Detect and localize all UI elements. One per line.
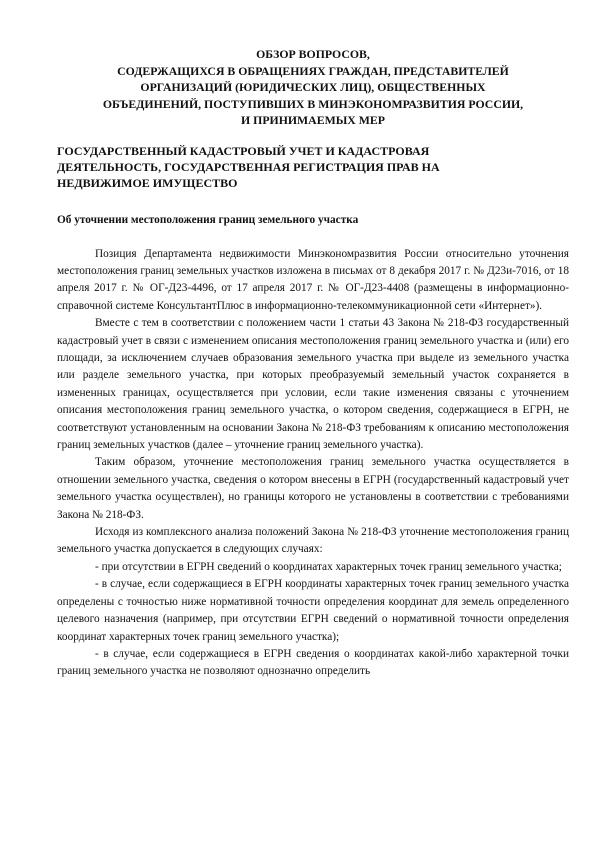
body-paragraph: Вместе с тем в соответствии с положением части 1 статьи 43 Закона № 218-ФЗ государственный кадастровый учет в связи с изменением описания местоположения границ земельного участка и (или) его площади, за исключением случаев образования земельного участка при выделе из земельного участка или разделе земельного участка, при которых преобразуемый земельный участок сохраняется в измененных границах, осуществляется при условии, если такие изменения связаны с уточнением описания местоположения границ земельного участка, о котором сведения, содержащиеся в ЕГРН, не соответствуют установленным на основании Закона № 218-ФЗ требованиям к описанию местоположения границ земельных участков (далее – уточнение границ земельного участка). bbox=[57, 317, 569, 452]
title-line: ОБЪЕДИНЕНИЙ, ПОСТУПИВШИХ В МИНЭКОНОМРАЗВИТИЯ РОССИИ, bbox=[102, 96, 524, 111]
body-paragraph: Позиция Департамента недвижимости Минэкономразвития России относительно уточнения местоположения границ земельных участков изложена в письмах от 8 декабря 2017 г. № Д23и-7016, от 18 апреля 2017 г. № ОГ-Д23-4496, от 17 апреля 2017 г. № ОГ-Д23-4408 (размещены в информационно-справочной системе КонсультантПлюс в информационно-телекоммуникационной сети «Интернет»). bbox=[57, 247, 569, 312]
document-title bbox=[57, 46, 569, 129]
title-line: СОДЕРЖАЩИХСЯ В ОБРАЩЕНИЯХ ГРАЖДАН, ПРЕДСТАВИТЕЛЕЙ bbox=[117, 63, 509, 78]
body-paragraph: Таким образом, уточнение местоположения границ земельного участка осуществляется в отношении земельного участка, сведения о котором внесены в ЕГРН (государственный кадастровый учет земельного участка осуществлен), но границы которого не установлены в соответствии с требованиями Закона № 218-ФЗ. bbox=[57, 456, 569, 521]
title-line: ОРГАНИЗАЦИЙ (ЮРИДИЧЕСКИХ ЛИЦ), ОБЩЕСТВЕННЫХ bbox=[140, 80, 486, 95]
list-item-paragraph: - при отсутствии в ЕГРН сведений о координатах характерных точек границ земельного участка; bbox=[95, 560, 562, 573]
section-line: ГОСУДАРСТВЕННЫЙ КАДАСТРОВЫЙ УЧЕТ И КАДАСТРОВАЯ bbox=[57, 143, 430, 158]
list-item-paragraph: - в случае, если содержащиеся в ЕГРН координаты характерных точек границ земельного участка определены с точностью ниже нормативной точности определения координат для земель определенного целевого назначения (например, при отсутствии ЕГРН сведений о нормативной точности определения координат характерных точек границ земельного участка); bbox=[57, 578, 569, 643]
section-heading bbox=[57, 143, 569, 192]
title-line: И ПРИНИМАЕМЫХ МЕР bbox=[241, 113, 385, 128]
section-line: НЕДВИЖИМОЕ ИМУЩЕСТВО bbox=[57, 176, 238, 191]
topic-heading: Об уточнении местоположения границ земельного участка bbox=[57, 213, 359, 226]
list-item-paragraph: - в случае, если содержащиеся в ЕГРН сведения о координатах какой-либо характерной точки границ земельного участка не позволяют однозначно определить bbox=[57, 647, 569, 678]
document-body bbox=[57, 246, 569, 681]
title-line: ОБЗОР ВОПРОСОВ, bbox=[256, 47, 370, 61]
body-paragraph: Исходя из комплексного анализа положений Закона № 218-ФЗ уточнение местоположения границ земельного участка допускается в следующих случаях: bbox=[57, 526, 569, 556]
section-line: ДЕЯТЕЛЬНОСТЬ, ГОСУДАРСТВЕННАЯ РЕГИСТРАЦИЯ ПРАВ НА bbox=[57, 160, 440, 175]
